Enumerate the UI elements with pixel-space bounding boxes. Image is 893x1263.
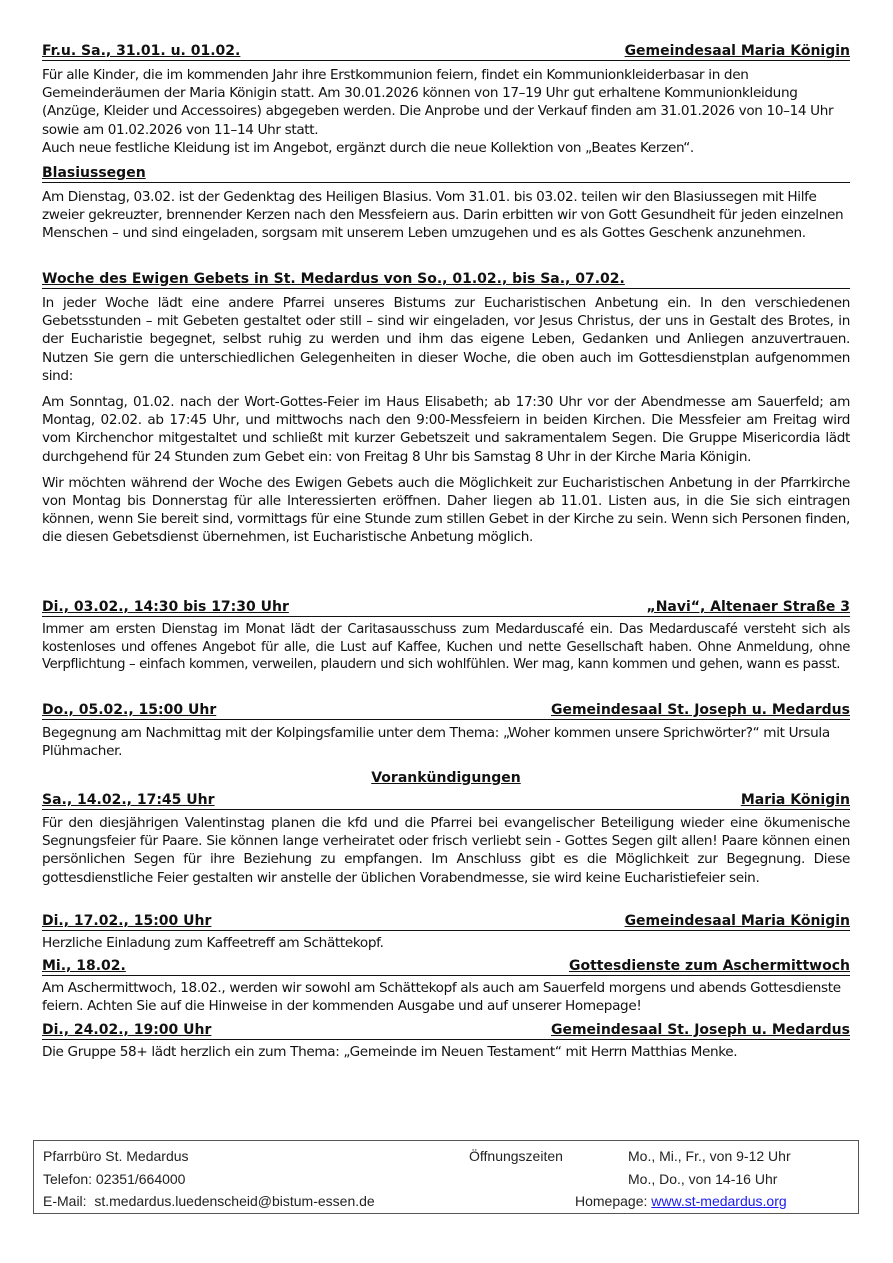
footer-contact-box [33, 1140, 859, 1214]
hours-line-2: Mo., Do., von 14-16 Uhr [628, 1171, 778, 1187]
paragraph: Für alle Kinder, die im kommenden Jahr ihre Erstkommunion feiern, findet ein Kommunionkleiderbasar in den Gemeinderäumen der Maria Königin statt. Am 30.01.2026 können von 17–19 Uhr gut erhaltene Kommunionkleidung (Anzüge, Kleider und Accessoires) abgegeben werden. Die Anprobe und der Verkauf finden am 31.01.2026 von 10–14 Uhr sowie am 01.02.2026 von 11–14 Uhr statt. [42, 67, 834, 138]
paragraph: Herzliche Einladung zum Kaffeetreff am Schättekopf. [42, 935, 384, 951]
event-date: Do., 05.02., 15:00 Uhr [42, 702, 217, 718]
event-medarduscafe [42, 599, 850, 674]
paragraph: Am Dienstag, 03.02. ist der Gedenktag des Heiligen Blasius. Vom 31.01. bis 03.02. teilen wir den Blasiussegen mit Hilfe zweier gekreuzter, brennender Kerzen nach den Messfeiern aus. Darin erbitten wir von Gott Gesundheit für jeden einzelnen Menschen – und sind eingeladen, sorgsam mit unserem Leben umzugehen und es als Gottes Geschenk anzunehmen. [42, 189, 844, 242]
event-place: Gemeindesaal Maria Königin [624, 913, 850, 929]
paragraph: Am Aschermittwoch, 18.02., werden wir sowohl am Schättekopf als auch am Sauerfeld morgens und abends Gottesdienste feiern. Achten Sie auf die Hinweise in der kommenden Ausgabe und auf unserer Homepage! [42, 980, 841, 1015]
event-date: Fr.u. Sa., 31.01. u. 01.02. [42, 43, 241, 59]
paragraph: Die Gruppe 58+ lädt herzlich ein zum Thema: „Gemeinde im Neuen Testament“ mit Herrn Matthias Menke. [42, 1044, 738, 1060]
preview-heading: Vorankündigungen [371, 770, 521, 786]
paragraph: Immer am ersten Dienstag im Monat lädt der Caritasausschuss zum Medarduscafé ein. Das Medarduscafé versteht sich als kostenloses und offenes Angebot für alle, die Lust auf Kaffee, Kuchen und nette Gesellschaft haben. Ohne Anmeldung, ohne Verpflichtung – einfach kommen, verweilen, plaudern und sich wohlfühlen. Wer mag, kann kommen und gehen, wann es passt. [42, 622, 850, 673]
paragraph: Am Sonntag, 01.02. nach der Wort-Gottes-Feier im Haus Elisabeth; ab 17:30 Uhr vor der Abendmesse am Sauerfeld; am Montag, 02.02. ab 17:45 Uhr, und mittwochs nach den 9:00-Messfeiern in beiden Kirchen. Die Messfeier am Freitag wird vom Kirchenchor mitgestaltet und schließt mit kurzer Gebetszeit und sakramentalem Segen. Die Gruppe Misericordia lädt durchgehend für 24 Stunden zum Gebet ein: von Freitag 8 Uhr bis Samstag 8 Uhr in der Kirche Maria Königin. [42, 394, 850, 465]
paragraph: In jeder Woche lädt eine andere Pfarrei unseres Bistums zur Eucharistischen Anbetung ein. In den verschiedenen Gebetsstunden – mit Gebeten gestaltet oder still – sind wir eingeladen, vor Jesus Christus, der uns in Gestalt des Brotes, in der Eucharistie begegnet, selbst ruhig zu werden und ihm das eigene Leben, Gedanken und Anliegen anzuvertrauen. Nutzen Sie gern die unterschiedlichen Gelegenheiten in dieser Woche, die oben auch im Gottesdienstplan aufgenommen sind: [42, 295, 850, 384]
event-date: Mi., 18.02. [42, 958, 126, 974]
section-blasiussegen [42, 165, 850, 243]
event-aschermittwoch [42, 958, 850, 1015]
event-place: Gemeindesaal St. Joseph u. Medardus [550, 702, 850, 718]
event-kleiderbasar [42, 43, 850, 157]
event-place: Gemeindesaal Maria Königin [624, 43, 850, 59]
section-ewiges-gebet [42, 271, 850, 547]
homepage-link[interactable]: www.st-medardus.org [651, 1193, 787, 1209]
event-date: Di., 24.02., 19:00 Uhr [42, 1022, 212, 1038]
event-valentinstag [42, 792, 850, 887]
event-place: „Navi“, Altenaer Straße 3 [646, 599, 850, 615]
event-date: Sa., 14.02., 17:45 Uhr [42, 792, 215, 808]
event-place: Maria Königin [740, 792, 850, 808]
homepage-label: Homepage: [575, 1193, 648, 1209]
section-title: Blasiussegen [42, 165, 146, 181]
event-date: Di., 17.02., 15:00 Uhr [42, 913, 212, 929]
office-name: Pfarrbüro St. Medardus [43, 1148, 189, 1164]
event-kolping [42, 702, 850, 760]
event-date: Di., 03.02., 14:30 bis 17:30 Uhr [42, 599, 289, 615]
event-place: Gottesdienste zum Aschermittwoch [569, 958, 850, 974]
paragraph: Wir möchten während der Woche des Ewigen Gebets auch die Möglichkeit zur Eucharistischen Anbetung in der Pfarrkirche von Montag bis Donnerstag für alle Interessierten eröffnen. Daher liegen ab 11.01. Listen aus, in die Sie sich eintragen können, wenn Sie bereit sind, vormittags für eine Stunde zum stillen Gebet in der Kirche zu sein. Wenn sich Personen finden, die diesen Gebetsdienst übernehmen, ist Eucharistische Anbetung möglich. [42, 474, 850, 546]
email: E-Mail: st.medardus.luedenscheid@bistum-essen.de [43, 1193, 375, 1209]
hours-label: Öffnungszeiten [469, 1148, 563, 1164]
paragraph: Begegnung am Nachmittag mit der Kolpingsfamilie unter dem Thema: „Woher kommen unsere Sprichwörter?“ mit Ursula Plühmacher. [42, 725, 830, 760]
section-title: Woche des Ewigen Gebets in St. Medardus von So., 01.02., bis Sa., 07.02. [42, 271, 625, 287]
paragraph: Für den diesjährigen Valentinstag planen die kfd und die Pfarrei bei evangelischer Beteiligung wieder eine ökumenische Segnungsfeier für Paare. Sie können lange verheiratet oder frisch verliebt sein - Gottes Segen gilt allen! Paare können einen persönlichen Segen für ihre Beziehung zu empfangen. Im Anschluss gibt es die Möglichkeit zur Begegnung. Diese gottesdienstliche Feier gestalten wir anstelle der üblichen Vorabendmesse, sie wird keine Eucharistiefeier sein. [42, 815, 850, 886]
event-kaffeetreff [42, 913, 850, 952]
event-gruppe-58 [42, 1022, 850, 1061]
paragraph: Auch neue festliche Kleidung ist im Angebot, ergänzt durch die neue Kollektion von „Beates Kerzen“. [42, 139, 694, 156]
phone: Telefon: 02351/664000 [43, 1171, 186, 1187]
hours-line-1: Mo., Mi., Fr., von 9-12 Uhr [628, 1148, 791, 1164]
event-place: Gemeindesaal St. Joseph u. Medardus [550, 1022, 850, 1038]
